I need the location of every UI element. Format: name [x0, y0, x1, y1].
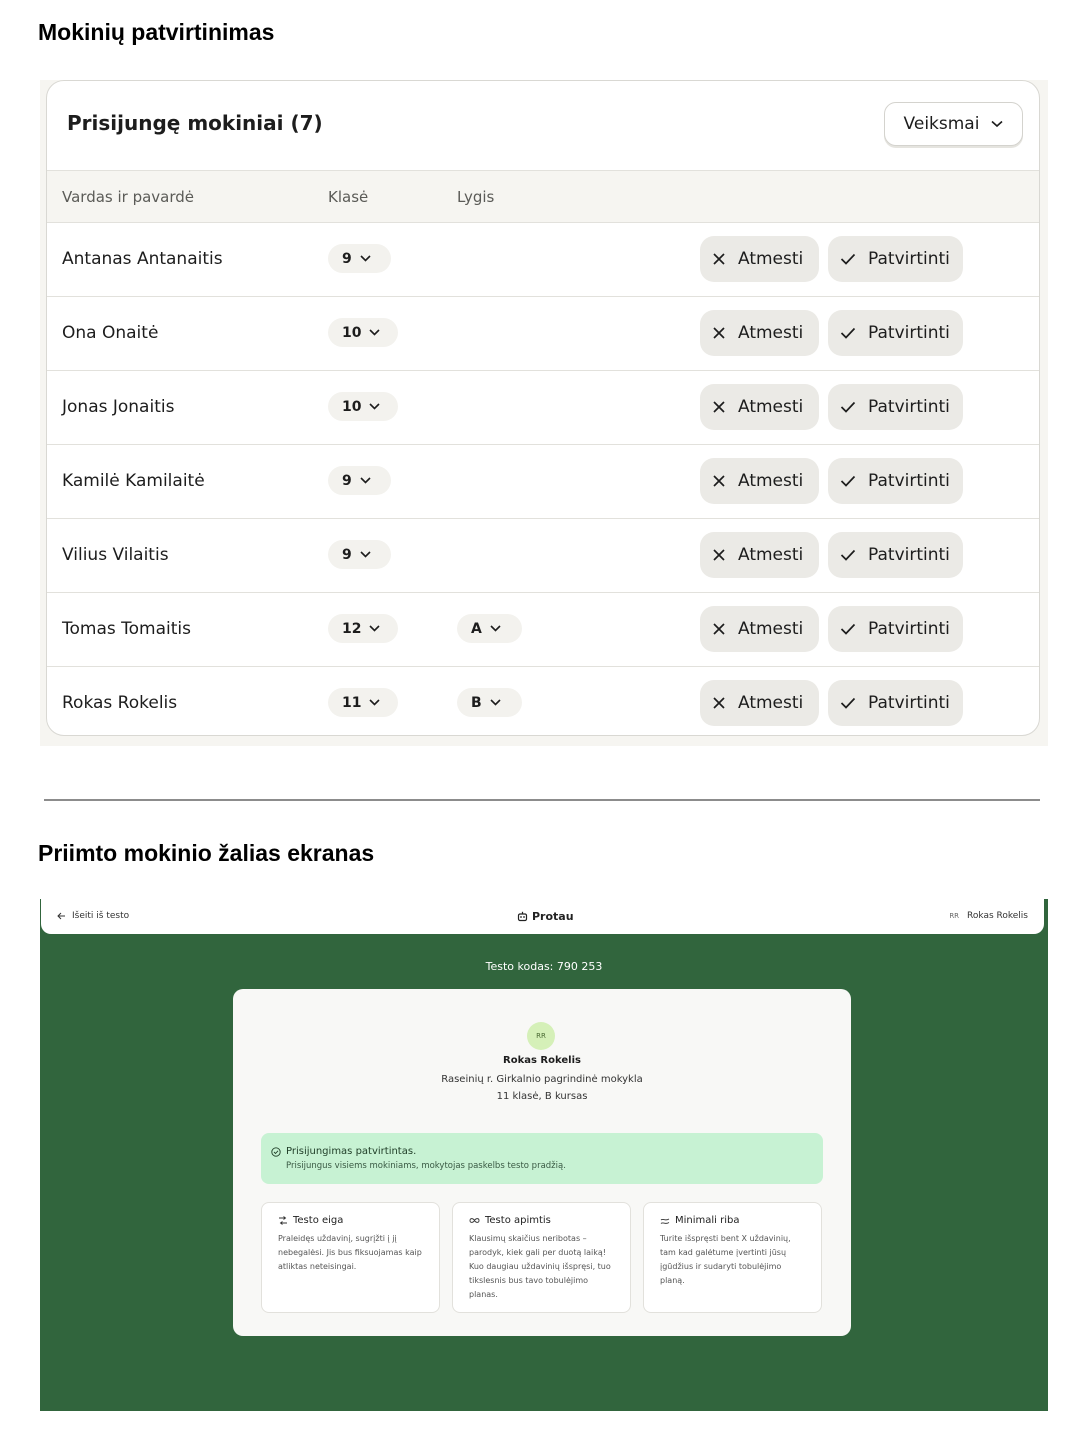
close-icon — [712, 474, 726, 488]
approve-label: Patvirtinti — [868, 693, 950, 713]
level-select[interactable] — [457, 614, 522, 643]
approve-label: Patvirtinti — [868, 397, 950, 417]
grade-select[interactable] — [328, 688, 398, 717]
close-icon — [712, 400, 726, 414]
card-header — [47, 81, 1039, 171]
infinity-icon — [469, 1217, 480, 1224]
approve-button[interactable] — [828, 458, 963, 504]
chevron-down-icon — [360, 477, 371, 484]
check-icon — [840, 253, 856, 265]
section-heading-green-screen: Priimto mokinio žalias ekranas — [38, 840, 375, 866]
column-header-name: Vardas ir pavardė — [62, 188, 195, 206]
chevron-down-icon — [369, 329, 380, 336]
exit-label: Išeiti iš testo — [72, 911, 130, 921]
grade-select[interactable] — [328, 244, 391, 273]
grade-value: 9 — [342, 546, 352, 563]
avatar: RR — [527, 1022, 555, 1050]
info-title: Minimali riba — [675, 1215, 740, 1226]
info-title-row — [278, 1215, 423, 1226]
student-name: Jonas Jonaitis — [62, 397, 175, 417]
approve-button[interactable] — [828, 384, 963, 430]
arrow-left-icon — [57, 912, 66, 920]
actions-dropdown-button[interactable] — [884, 102, 1023, 146]
grade-value: 12 — [342, 620, 362, 637]
section-divider — [44, 799, 1040, 801]
approve-button[interactable] — [828, 310, 963, 356]
reject-button[interactable] — [700, 310, 819, 356]
student-class: 11 klasė, B kursas — [496, 1091, 588, 1102]
info-title: Testo eiga — [293, 1215, 344, 1226]
chevron-down-icon — [360, 255, 371, 262]
table-row — [47, 593, 1039, 667]
table-header — [47, 171, 1039, 223]
reject-button[interactable] — [700, 236, 819, 282]
check-icon — [840, 401, 856, 413]
grade-select[interactable] — [328, 540, 391, 569]
table-row — [47, 297, 1039, 371]
check-circle-icon — [271, 1147, 281, 1157]
approve-button[interactable] — [828, 606, 963, 652]
info-title-row — [660, 1215, 805, 1226]
approve-label: Patvirtinti — [868, 249, 950, 269]
info-text: Klausimų skaičius neribotas – parodyk, kiek gali per duotą laiką! Kuo daugiau uždavinių išspręsi, tuo tikslesnis bus tavo tobulėjimo planas. — [469, 1234, 611, 1299]
reject-label: Atmesti — [738, 619, 804, 639]
exit-test-link[interactable] — [57, 911, 129, 921]
grade-select[interactable] — [328, 318, 398, 347]
info-text: Praleidęs uždavinį, sugrįžti į jį nebegalėsi. Jis bus fiksuojamas kaip atliktas neteisingai. — [278, 1234, 422, 1271]
check-icon — [840, 549, 856, 561]
info-title-row — [469, 1215, 614, 1226]
student-name: Rokas Rokelis — [62, 693, 178, 713]
approve-button[interactable] — [828, 680, 963, 726]
grade-value: 9 — [342, 472, 352, 489]
close-icon — [712, 622, 726, 636]
reject-button[interactable] — [700, 384, 819, 430]
notice-text: Prisijungus visiems mokiniams, mokytojas paskelbs testo pradžią. — [286, 1161, 566, 1171]
check-icon — [840, 475, 856, 487]
column-header-level: Lygis — [457, 188, 495, 206]
student-name: Vilius Vilaitis — [62, 545, 169, 565]
table-row — [47, 223, 1039, 297]
approve-label: Patvirtinti — [868, 323, 950, 343]
chevron-down-icon — [369, 699, 380, 706]
close-icon — [712, 696, 726, 710]
chevron-down-icon — [490, 699, 501, 706]
approve-label: Patvirtinti — [868, 619, 950, 639]
level-select[interactable] — [457, 688, 522, 717]
student-school: Raseinių r. Girkalnio pagrindinė mokykla — [441, 1074, 643, 1085]
info-card-flow — [261, 1202, 440, 1313]
card-title: Prisijungę mokiniai (7) — [67, 111, 323, 135]
reject-label: Atmesti — [738, 471, 804, 491]
approval-notice — [261, 1133, 823, 1184]
close-icon — [712, 326, 726, 340]
grade-select[interactable] — [328, 466, 391, 495]
student-panel — [233, 989, 851, 1336]
grade-value: 9 — [342, 250, 352, 267]
info-card-scope — [452, 1202, 631, 1313]
chevron-down-icon — [369, 403, 380, 410]
grade-value: 10 — [342, 398, 362, 415]
approve-button[interactable] — [828, 236, 963, 282]
student-name: Tomas Tomaitis — [62, 619, 191, 639]
user-initials: RR — [949, 912, 960, 920]
close-icon — [712, 252, 726, 266]
grade-value: 10 — [342, 324, 362, 341]
reject-label: Atmesti — [738, 545, 804, 565]
student-name: Kamilė Kamilaitė — [62, 471, 205, 491]
table-row — [47, 445, 1039, 519]
reject-button[interactable] — [700, 458, 819, 504]
chevron-down-icon — [991, 120, 1003, 128]
user-menu[interactable] — [949, 911, 1028, 921]
reject-label: Atmesti — [738, 397, 804, 417]
reject-label: Atmesti — [738, 323, 804, 343]
approve-label: Patvirtinti — [868, 545, 950, 565]
green-screen — [40, 899, 1048, 1411]
info-text: Turite išspręsti bent X uždavinių, tam kad galėtume įvertinti jūsų įgūdžius ir sudaryti tobulėjimo planą. — [660, 1234, 791, 1285]
notice-title: Prisijungimas patvirtintas. — [286, 1146, 417, 1157]
chevron-down-icon — [360, 551, 371, 558]
info-title: Testo apimtis — [485, 1215, 551, 1226]
column-header-grade: Klasė — [328, 188, 369, 206]
close-icon — [712, 548, 726, 562]
robot-logo-icon — [517, 911, 528, 922]
approve-label: Patvirtinti — [868, 471, 950, 491]
level-value: B — [471, 694, 482, 711]
student-name: Rokas Rokelis — [503, 1055, 581, 1066]
top-bar — [41, 899, 1044, 934]
info-card-minimum — [643, 1202, 822, 1313]
table-row — [47, 371, 1039, 445]
approx-icon — [660, 1217, 670, 1225]
grade-value: 11 — [342, 694, 362, 711]
table-row — [47, 519, 1039, 593]
level-value: A — [471, 620, 482, 637]
student-name: Antanas Antanaitis — [62, 249, 223, 269]
test-code: Testo kodas: 790 253 — [485, 960, 603, 973]
table-row — [47, 667, 1039, 736]
check-icon — [840, 697, 856, 709]
grade-select[interactable] — [328, 614, 398, 643]
grade-select[interactable] — [328, 392, 398, 421]
check-icon — [840, 327, 856, 339]
actions-label: Veiksmai — [903, 114, 980, 134]
reject-label: Atmesti — [738, 693, 804, 713]
approve-button[interactable] — [828, 532, 963, 578]
logo-text: Protau — [532, 910, 574, 923]
reject-button[interactable] — [700, 532, 819, 578]
notice-title-row — [271, 1146, 416, 1157]
user-name: Rokas Rokelis — [967, 911, 1028, 921]
check-icon — [840, 623, 856, 635]
chevron-down-icon — [490, 625, 501, 632]
reject-button[interactable] — [700, 680, 819, 726]
chevron-down-icon — [369, 625, 380, 632]
student-name: Ona Onaitė — [62, 323, 159, 343]
students-card — [46, 80, 1040, 736]
protau-logo — [517, 910, 574, 923]
section-heading-approval: Mokinių patvirtinimas — [38, 19, 275, 45]
shuffle-icon — [278, 1216, 288, 1225]
reject-button[interactable] — [700, 606, 819, 652]
reject-label: Atmesti — [738, 249, 804, 269]
